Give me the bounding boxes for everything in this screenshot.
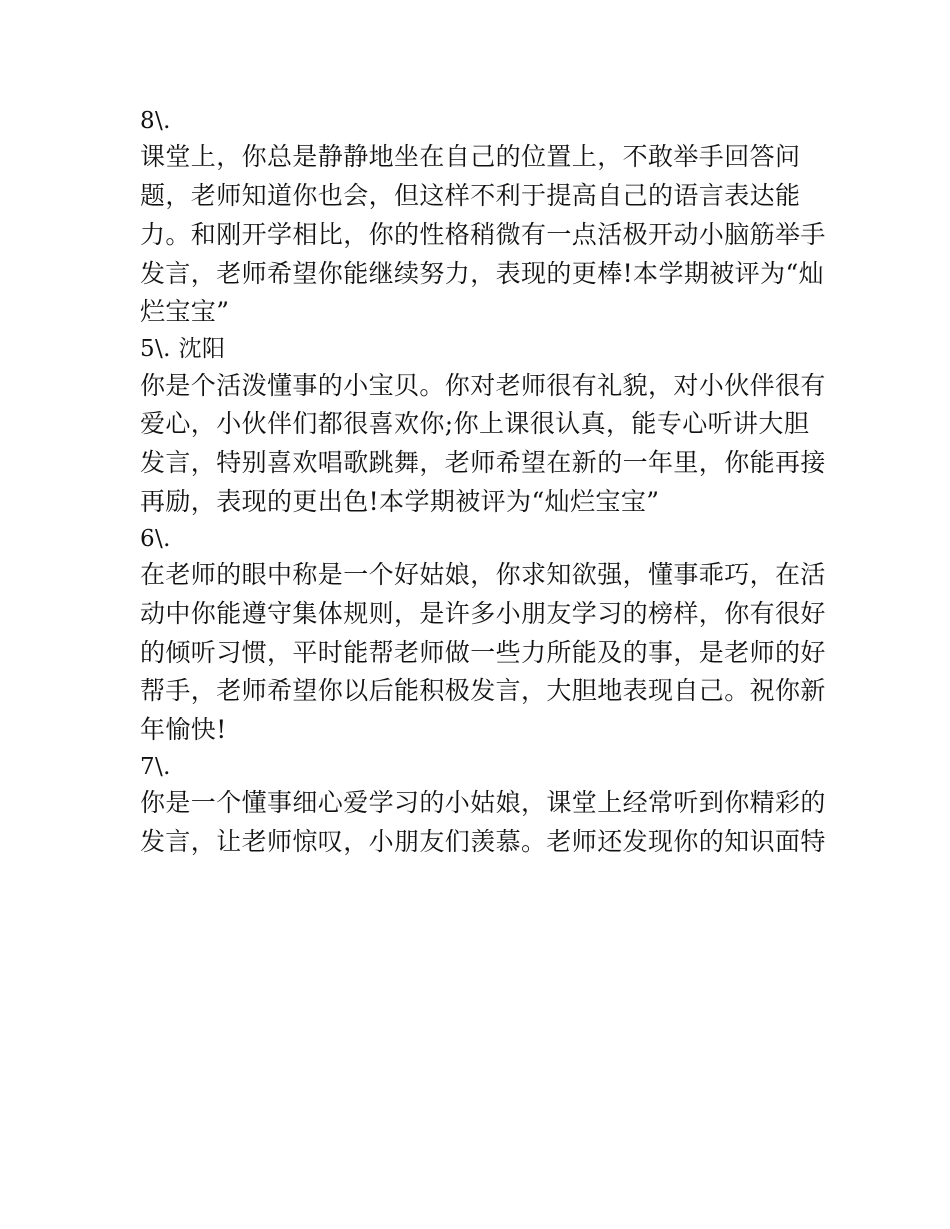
section-6 bbox=[140, 522, 826, 750]
paragraph-line: 发言，让老师惊叹，小朋友们羡慕。老师还发现你的知识面特 bbox=[140, 827, 826, 857]
section-5 bbox=[140, 332, 826, 521]
paragraph-line: 发言，老师希望你能继续努力，表现的更棒!本学期被评为“灿 bbox=[140, 258, 825, 288]
paragraph-line: 再励，表现的更出色!本学期被评为“灿烂宝宝” bbox=[140, 486, 660, 516]
section-heading: 6\. bbox=[140, 525, 171, 552]
section-8 bbox=[140, 104, 826, 332]
paragraph-line: 发言，特别喜欢唱歌跳舞，老师希望在新的一年里，你能再接 bbox=[140, 448, 826, 478]
section-heading: 7\. bbox=[140, 754, 171, 781]
paragraph-line: 动中你能遵守集体规则，是许多小朋友学习的榜样，你有很好 bbox=[140, 598, 826, 628]
paragraph-line: 烂宝宝” bbox=[140, 297, 230, 327]
paragraph-line: 爱心，小伙伴们都很喜欢你;你上课很认真，能专心听讲大胆 bbox=[140, 409, 810, 439]
document-page bbox=[140, 104, 826, 862]
paragraph-line: 题，老师知道你也会，但这样不利于提高自己的语言表达能 bbox=[140, 181, 801, 211]
paragraph-line: 在老师的眼中称是一个好姑娘，你求知欲强，懂事乖巧，在活 bbox=[140, 560, 826, 590]
paragraph-line: 的倾听习惯，平时能帮老师做一些力所能及的事，是老师的好 bbox=[140, 637, 826, 667]
paragraph-line: 课堂上，你总是静静地坐在自己的位置上，不敢举手回答问 bbox=[140, 142, 801, 172]
section-heading: 8\. bbox=[140, 108, 171, 134]
paragraph-line: 年愉快! bbox=[140, 715, 227, 745]
paragraph-line: 你是个活泼懂事的小宝贝。你对老师很有礼貌，对小伙伴很有 bbox=[140, 370, 826, 400]
section-7 bbox=[140, 750, 826, 862]
section-heading: 5\. 沈阳 bbox=[140, 336, 226, 363]
paragraph-line: 你是一个懂事细心爱学习的小姑娘，课堂上经常听到你精彩的 bbox=[140, 788, 826, 818]
paragraph-line: 帮手，老师希望你以后能积极发言，大胆地表现自己。祝你新 bbox=[140, 676, 826, 706]
paragraph-line: 力。和刚开学相比，你的性格稍微有一点活极开动小脑筋举手 bbox=[140, 219, 826, 249]
